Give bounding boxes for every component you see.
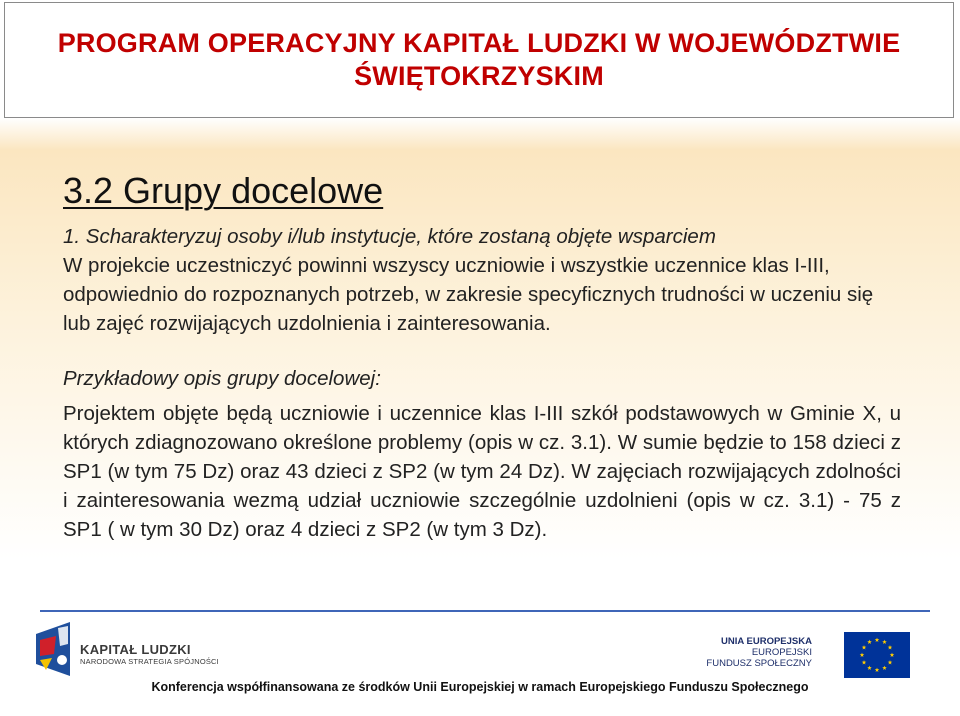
eu-flag-icon	[844, 632, 910, 678]
eu-line3: FUNDUSZ SPOŁECZNY	[706, 658, 812, 669]
header-box	[4, 2, 954, 118]
example-body: Projektem objęte będą uczniowie i uczennice klas I-III szkół podstawowych w Gminie X, u których zdiagnozowano określone problemy (opis w cz. 3.1). W sumie będzie to 158 dzieci z SP1 (w tym 75 Dz) oraz 43 dzieci z SP2 (w tym 24 Dz). W zajęciach rozwijających zdolności i zainteresowania wezmą udział uczniowie szczególnie uzdolnieni (opis w cz. 3.1) - 75 z SP1 ( w tym 30 Dz) oraz 4 dzieci z SP2 (w tym 3 Dz).	[63, 402, 901, 541]
eu-line1: UNIA EUROPEJSKA	[721, 636, 812, 647]
slide-title: 3.2 Grupy docelowe	[63, 170, 384, 211]
eu-text	[700, 636, 812, 669]
example-heading: Przykładowy opis grupy docelowej:	[63, 367, 381, 390]
paragraph-requirements: W projekcie uczestniczyć powinni wszyscy uczniowie i wszystkie uczennice klas I-III, odpowiednio do rozpoznanych potrzeb, w zakresie specyficznych trudności w uczeniu się lub zajęć rozwijających uzdolnienia i zainteresowania.	[63, 254, 874, 335]
header-title-line1: PROGRAM OPERACYJNY KAPITAŁ LUDZKI W WOJEWÓDZTWIE	[57, 28, 901, 58]
spacer	[63, 338, 901, 364]
header-title-line2: ŚWIĘTOKRZYSKIM	[354, 61, 604, 91]
footer-text: Konferencja współfinansowana ze środków Unii Europejskiej w ramach Europejskiego Funduszu Społecznego	[151, 680, 809, 694]
bottom-divider	[40, 610, 930, 612]
kapital-ludzki-text	[80, 642, 219, 667]
question-text: 1. Scharakteryzuj osoby i/lub instytucje, które zostaną objęte wsparciem	[63, 225, 716, 248]
slide-content	[63, 222, 901, 544]
eu-line2: EUROPEJSKI	[751, 647, 812, 658]
kapital-ludzki-subtitle: NARODOWA STRATEGIA SPÓJNOŚCI	[80, 657, 219, 666]
kapital-ludzki-title: KAPITAŁ LUDZKI	[80, 642, 191, 657]
